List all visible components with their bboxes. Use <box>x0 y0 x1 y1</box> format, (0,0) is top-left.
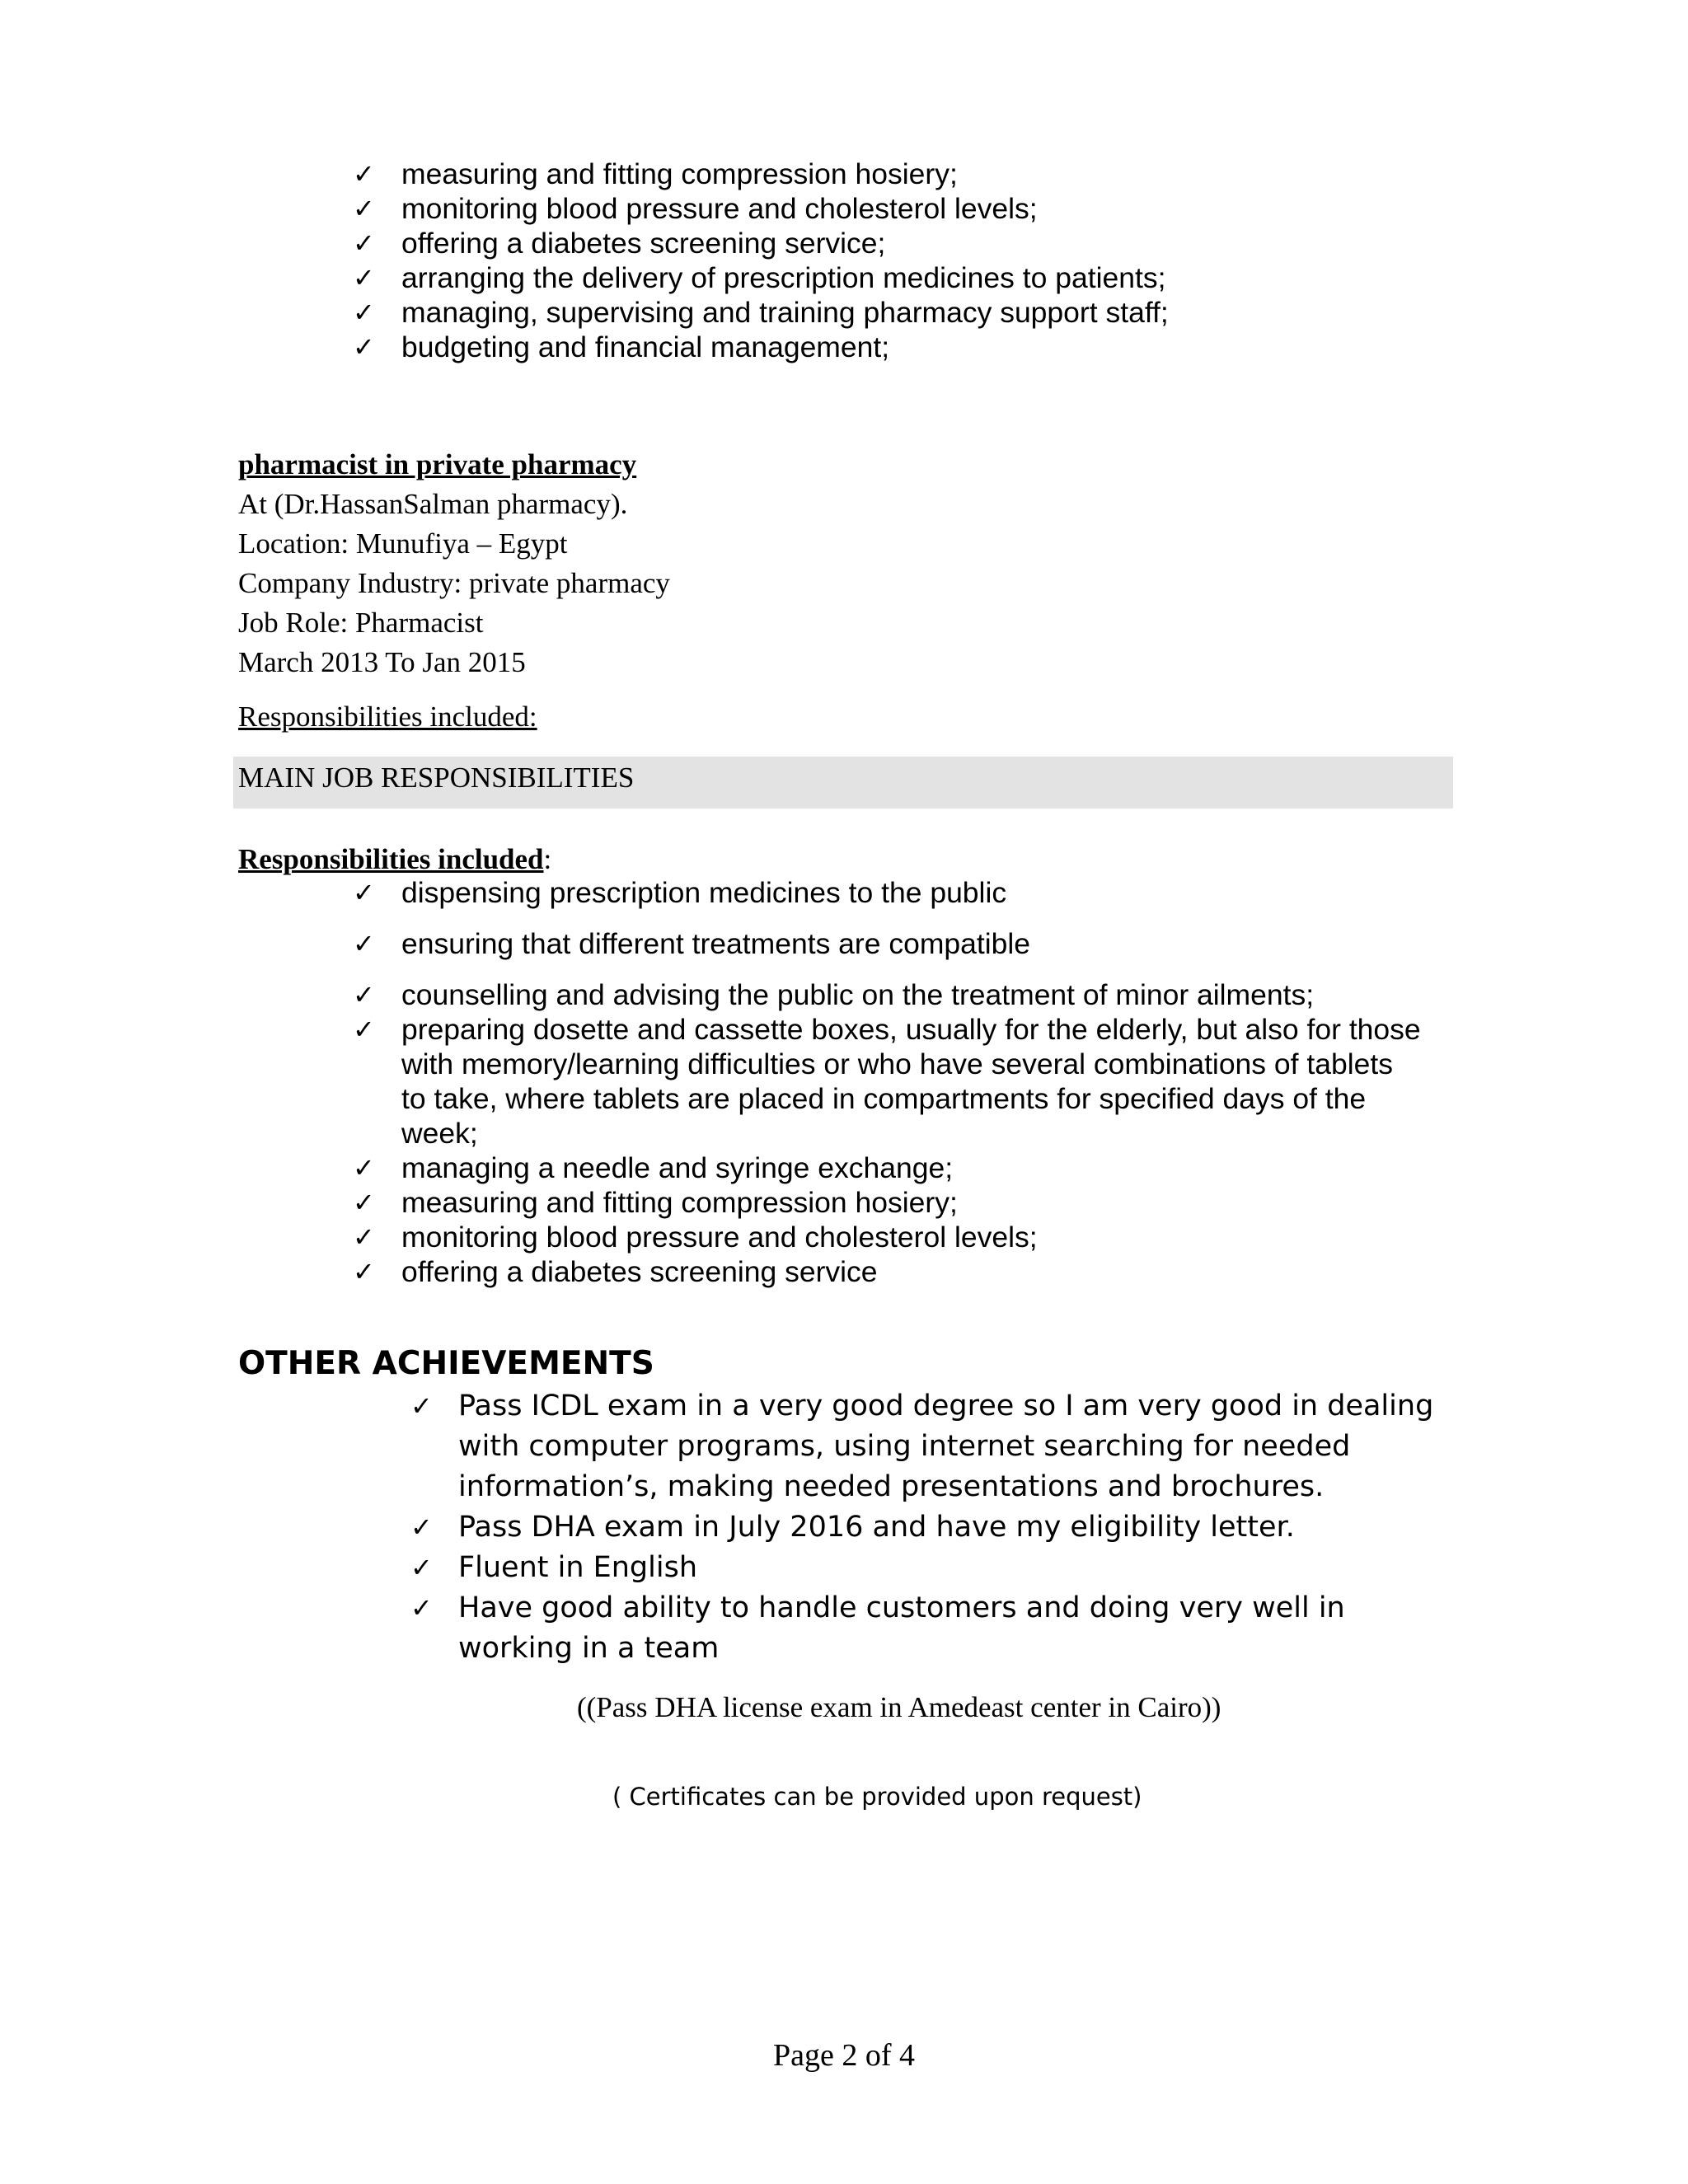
list-item: ✓ managing, supervising and training pharmacy support staff; <box>353 296 1169 329</box>
checkmark-icon: ✓ <box>353 877 375 908</box>
job-title: pharmacist in private pharmacy <box>238 448 637 480</box>
responsibilities-label: Responsibilities included: <box>238 701 537 733</box>
achievements-checklist <box>410 1386 1449 1669</box>
checkmark-icon: ✓ <box>410 1552 433 1583</box>
responsibilities-checklist <box>353 875 1424 1289</box>
list-item: ✓ measuring and fitting compression hosiery; <box>353 1186 958 1219</box>
checkmark-icon: ✓ <box>353 331 375 363</box>
checkmark-icon: ✓ <box>353 227 375 259</box>
achievements-heading: OTHER ACHIEVEMENTS <box>238 1345 654 1382</box>
checkmark-icon: ✓ <box>353 928 375 959</box>
list-item: ✓ measuring and fitting compression hosiery; <box>353 157 958 190</box>
duties-checklist <box>353 157 1424 364</box>
list-item: ✓ arranging the delivery of prescription medicines to patients; <box>353 261 1166 294</box>
list-item: ✓ Have good ability to handle customers and doing very well in working in a team <box>410 1588 1449 1669</box>
job-dates: March 2013 To Jan 2015 <box>238 646 526 678</box>
checkmark-icon: ✓ <box>353 297 375 328</box>
checkmark-icon: ✓ <box>353 1014 375 1045</box>
list-item: ✓ counselling and advising the public on the treatment of minor ailments; <box>353 978 1315 1011</box>
list-item: ✓ monitoring blood pressure and cholesterol levels; <box>353 192 1038 225</box>
checkmark-icon: ✓ <box>353 158 375 190</box>
job-location: Location: Munufiya – Egypt <box>238 527 568 560</box>
list-item: ✓ offering a diabetes screening service <box>353 1255 878 1288</box>
responsibilities-heading: Responsibilities included: <box>238 843 552 875</box>
checkmark-icon: ✓ <box>353 1256 375 1287</box>
list-item: ✓ offering a diabetes screening service; <box>353 227 886 260</box>
checkmark-icon: ✓ <box>410 1592 433 1624</box>
main-responsibilities-banner <box>233 757 1453 808</box>
list-item: ✓ Pass ICDL exam in a very good degree so I am very good in dealing with computer programs, using internet searching for needed information’s, making needed presentations and brochures. <box>410 1386 1449 1507</box>
job-role: Job Role: Pharmacist <box>238 607 484 639</box>
list-item: ✓ Pass DHA exam in July 2016 and have my eligibility letter. <box>410 1507 1449 1548</box>
checkmark-icon: ✓ <box>353 979 375 1010</box>
license-note: ((Pass DHA license exam in Amedeast center in Cairo)) <box>577 1691 1221 1723</box>
checkmark-icon: ✓ <box>353 1187 375 1218</box>
list-item: ✓ Fluent in English <box>410 1548 1449 1588</box>
list-item: ✓ monitoring blood pressure and cholesterol levels; <box>353 1221 1038 1254</box>
job-employer: At (Dr.HassanSalman pharmacy). <box>238 488 628 520</box>
checkmark-icon: ✓ <box>410 1390 433 1422</box>
certificates-note: ( Certificates can be provided upon request) <box>612 1783 1142 1811</box>
checkmark-icon: ✓ <box>353 262 375 293</box>
checkmark-icon: ✓ <box>353 1152 375 1183</box>
job-industry: Company Industry: private pharmacy <box>238 567 670 599</box>
list-item: ✓ managing a needle and syringe exchange; <box>353 1151 954 1184</box>
checkmark-icon: ✓ <box>353 1221 375 1253</box>
list-item: ✓ budgeting and financial management; <box>353 330 890 363</box>
checkmark-icon: ✓ <box>410 1511 433 1543</box>
main-responsibilities-heading: MAIN JOB RESPONSIBILITIES <box>238 762 635 794</box>
list-item: ✓ ensuring that different treatments are compatible <box>353 927 1031 960</box>
list-item: ✓ preparing dosette and cassette boxes, usually for the elderly, but also for those with memory/learning difficulties or who have several combinations of tablets to take, where tablets are placed in compartments for specified days of the week; <box>353 1013 1421 1150</box>
page-number: Page 2 of 4 <box>772 2038 916 2073</box>
checkmark-icon: ✓ <box>353 193 375 224</box>
list-item: ✓ dispensing prescription medicines to the public <box>353 876 1007 909</box>
